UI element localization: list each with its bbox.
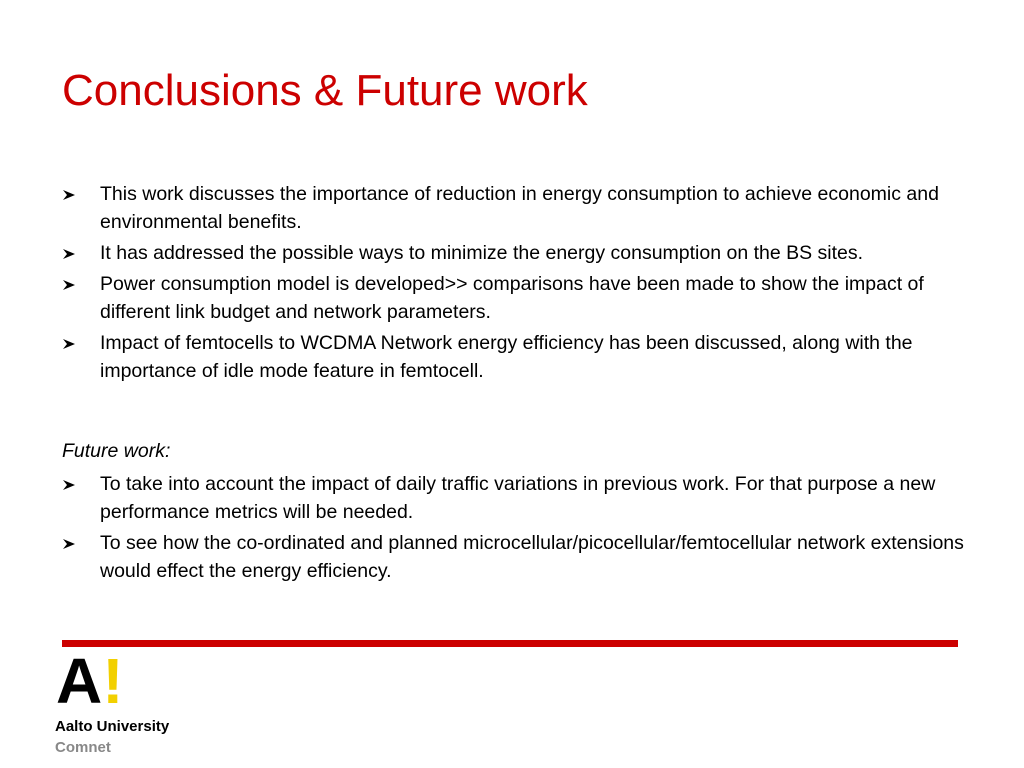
list-item [62, 239, 972, 267]
bullet-text: Power consumption model is developed>> comparisons have been made to show the impact of different link budget and network parameters. [100, 273, 924, 323]
bullet-text: Impact of femtocells to WCDMA Network energy efficiency has been discussed, along with the importance of idle mode feature in femtocell. [100, 332, 913, 382]
logo-mark: ! [102, 645, 124, 717]
arrow-bullet-icon [62, 189, 76, 201]
aalto-logo [56, 646, 124, 716]
future-work-label: Future work: [62, 440, 171, 462]
arrow-bullet-icon [62, 338, 76, 350]
arrow-bullet-icon [62, 538, 76, 550]
unit-name: Comnet [55, 739, 111, 756]
arrow-bullet-icon [62, 248, 76, 260]
list-item [62, 529, 972, 585]
conclusions-list [62, 180, 972, 388]
list-item [62, 329, 972, 385]
university-name: Aalto University [55, 718, 170, 735]
bullet-text: To take into account the impact of daily traffic variations in previous work. For that purpose a new performance metrics will be needed. [100, 473, 936, 523]
arrow-bullet-icon [62, 279, 76, 291]
footer-divider [62, 640, 958, 647]
slide-title: Conclusions & Future work [62, 66, 588, 115]
future-work-list [62, 470, 972, 588]
bullet-text: To see how the co-ordinated and planned microcellular/picocellular/femtocellular network extensions would effect the energy efficiency. [100, 532, 964, 582]
arrow-bullet-icon [62, 479, 76, 491]
logo-letter: A [56, 645, 103, 717]
bullet-text: This work discusses the importance of reduction in energy consumption to achieve economic and environmental benefits. [100, 183, 939, 233]
list-item [62, 470, 972, 526]
bullet-text: It has addressed the possible ways to minimize the energy consumption on the BS sites. [100, 242, 864, 264]
list-item [62, 180, 972, 236]
list-item [62, 270, 972, 326]
